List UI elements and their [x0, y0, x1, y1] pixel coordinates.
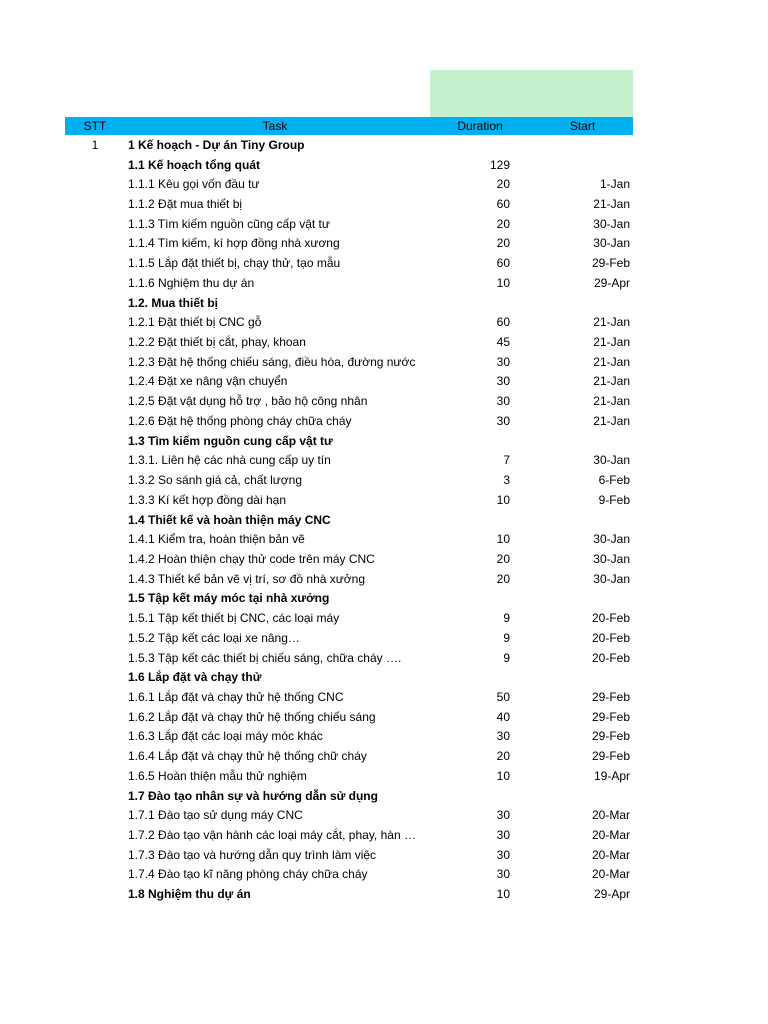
header-task[interactable]: Task — [262, 119, 288, 133]
task-cell[interactable]: 1.5 Tập kết máy móc tại nhà xưởng — [128, 591, 330, 606]
duration-cell[interactable]: 60 — [496, 256, 510, 271]
start-cell[interactable]: 30-Jan — [593, 532, 630, 547]
header-row — [65, 117, 633, 135]
start-cell[interactable]: 21-Jan — [593, 315, 630, 330]
start-cell[interactable]: 30-Jan — [593, 236, 630, 251]
task-cell[interactable]: 1.6.3 Lắp đặt các loại máy móc khác — [128, 729, 323, 744]
table-row — [65, 194, 633, 214]
table-row — [65, 648, 633, 668]
task-cell[interactable]: 1.2.1 Đặt thiết bị CNC gỗ — [128, 315, 262, 330]
duration-cell[interactable]: 30 — [496, 729, 510, 744]
task-cell[interactable]: 1.7.1 Đào tạo sử dụng máy CNC — [128, 808, 303, 823]
start-cell[interactable]: 21-Jan — [593, 413, 630, 428]
start-cell[interactable]: 6-Feb — [598, 473, 630, 488]
task-cell[interactable]: 1.3 Tìm kiếm nguồn cung cấp vật tư — [128, 433, 333, 448]
table-row — [65, 727, 633, 747]
task-cell[interactable]: 1.2.3 Đặt hệ thống chiếu sáng, điều hòa, đường nước — [128, 354, 416, 369]
duration-cell[interactable]: 30 — [496, 828, 510, 843]
task-cell[interactable]: 1.1.1 Kêu gọi vốn đầu tư — [128, 177, 260, 192]
table-row — [65, 411, 633, 431]
stt-cell[interactable]: 1 — [91, 137, 99, 152]
table-row — [65, 470, 633, 490]
duration-cell[interactable]: 60 — [496, 197, 510, 212]
task-cell[interactable]: 1.2.5 Đặt vật dụng hỗ trợ , bảo hộ công nhân — [128, 394, 368, 409]
table-row — [65, 667, 633, 687]
table-row — [65, 372, 633, 392]
start-cell[interactable]: 29-Feb — [591, 709, 630, 724]
header-start[interactable]: Start — [569, 119, 596, 133]
start-cell[interactable]: 20-Mar — [591, 847, 630, 862]
task-cell[interactable]: 1.2.6 Đặt hệ thống phòng cháy chữa cháy — [128, 413, 352, 428]
table-row — [65, 312, 633, 332]
task-cell[interactable]: 1.7 Đào tạo nhân sự và hướng dẫn sử dụng — [128, 788, 378, 803]
task-cell[interactable]: 1.5.3 Tập kết các thiết bị chiếu sáng, chữa cháy …. — [128, 650, 402, 665]
header-duration[interactable]: Duration — [457, 119, 503, 133]
highlight-cell-block — [430, 70, 633, 117]
duration-cell[interactable]: 129 — [489, 157, 510, 172]
task-cell[interactable]: 1.4.1 Kiểm tra, hoàn thiện bản vẽ — [128, 532, 305, 547]
table-row — [65, 549, 633, 569]
start-cell[interactable]: 30-Jan — [593, 551, 630, 566]
task-cell[interactable]: 1.7.2 Đào tạo vận hành các loại máy cắt, phay, hàn … — [128, 828, 416, 843]
task-cell[interactable]: 1.2. Mua thiết bị — [128, 295, 219, 310]
start-cell[interactable]: 20-Feb — [591, 630, 630, 645]
duration-cell[interactable]: 3 — [503, 473, 510, 488]
duration-cell[interactable]: 30 — [496, 374, 510, 389]
task-cell[interactable]: 1.6.2 Lắp đặt và chạy thử hệ thống chiếu sáng — [128, 709, 376, 724]
duration-cell[interactable]: 20 — [496, 551, 510, 566]
duration-cell[interactable]: 10 — [496, 887, 510, 902]
task-cell[interactable]: 1.7.3 Đào tạo và hướng dẫn quy trình làm việc — [128, 847, 377, 862]
task-rows — [65, 135, 633, 904]
task-cell[interactable]: 1.1.5 Lắp đặt thiết bị, chạy thử, tạo mẫu — [128, 256, 341, 271]
duration-cell[interactable]: 10 — [496, 492, 510, 507]
start-cell[interactable]: 20-Feb — [591, 611, 630, 626]
start-cell[interactable]: 21-Jan — [593, 374, 630, 389]
table-row — [65, 234, 633, 254]
duration-cell[interactable]: 30 — [496, 808, 510, 823]
duration-cell[interactable]: 30 — [496, 394, 510, 409]
task-cell[interactable]: 1.4.2 Hoàn thiện chạy thử code trên máy CNC — [128, 551, 375, 566]
table-row — [65, 214, 633, 234]
table-row — [65, 687, 633, 707]
task-cell[interactable]: 1.6 Lắp đặt và chạy thử — [128, 670, 262, 685]
start-cell[interactable]: 30-Jan — [593, 216, 630, 231]
duration-cell[interactable]: 20 — [496, 216, 510, 231]
table-row — [65, 805, 633, 825]
table-row — [65, 332, 633, 352]
task-cell[interactable]: 1.1 Kế hoạch tổng quát — [128, 157, 261, 172]
table-row — [65, 490, 633, 510]
start-cell[interactable]: 19-Apr — [593, 768, 630, 783]
start-cell[interactable]: 9-Feb — [598, 492, 630, 507]
table-row — [65, 766, 633, 786]
start-cell[interactable]: 21-Jan — [593, 335, 630, 350]
header-stt[interactable]: STT — [83, 119, 107, 133]
task-cell[interactable]: 1.8 Nghiệm thu dự án — [128, 887, 251, 902]
table-row — [65, 865, 633, 885]
task-cell[interactable]: 1.1.2 Đặt mua thiết bị — [128, 197, 243, 212]
duration-cell[interactable]: 20 — [496, 177, 510, 192]
duration-cell[interactable]: 45 — [496, 335, 510, 350]
task-cell[interactable]: 1 Kế hoạch - Dự án Tiny Group — [128, 137, 305, 152]
task-cell[interactable]: 1.6.4 Lắp đặt và chạy thử hệ thống chữ cháy — [128, 749, 367, 764]
task-cell[interactable]: 1.3.2 So sánh giá cả, chất lượng — [128, 473, 303, 488]
duration-cell[interactable]: 60 — [496, 315, 510, 330]
start-cell[interactable]: 30-Jan — [593, 453, 630, 468]
start-cell[interactable]: 30-Jan — [593, 571, 630, 586]
start-cell[interactable]: 21-Jan — [593, 394, 630, 409]
start-cell[interactable]: 20-Mar — [591, 808, 630, 823]
duration-cell[interactable]: 10 — [496, 768, 510, 783]
spreadsheet — [65, 117, 633, 904]
duration-cell[interactable]: 20 — [496, 236, 510, 251]
table-row — [65, 391, 633, 411]
start-cell[interactable]: 29-Feb — [591, 256, 630, 271]
task-cell[interactable]: 1.1.4 Tìm kiếm, kí hợp đồng nhà xương — [128, 236, 340, 251]
duration-cell[interactable]: 50 — [496, 689, 510, 704]
table-row — [65, 746, 633, 766]
task-cell[interactable]: 1.5.1 Tập kết thiết bị CNC, các loại máy — [128, 611, 340, 626]
task-cell[interactable]: 1.4.3 Thiết kế bản vẽ vị trí, sơ đồ nhà xưởng — [128, 571, 366, 586]
table-row — [65, 510, 633, 530]
table-row — [65, 628, 633, 648]
table-row — [65, 174, 633, 194]
duration-cell[interactable]: 30 — [496, 847, 510, 862]
start-cell[interactable]: 29-Feb — [591, 749, 630, 764]
duration-cell[interactable]: 40 — [496, 709, 510, 724]
table-row — [65, 884, 633, 904]
task-cell[interactable]: 1.6.5 Hoàn thiện mẫu thử nghiệm — [128, 768, 307, 783]
start-cell[interactable]: 29-Feb — [591, 689, 630, 704]
task-cell[interactable]: 1.1.6 Nghiệm thu dự án — [128, 275, 255, 290]
start-cell[interactable]: 21-Jan — [593, 197, 630, 212]
table-row — [65, 431, 633, 451]
table-row — [65, 845, 633, 865]
table-row — [65, 529, 633, 549]
start-cell[interactable]: 29-Feb — [591, 729, 630, 744]
table-row — [65, 352, 633, 372]
task-cell[interactable]: 1.1.3 Tìm kiếm nguồn cũng cấp vật tư — [128, 216, 330, 231]
start-cell[interactable]: 29-Apr — [593, 887, 630, 902]
table-row — [65, 155, 633, 175]
duration-cell[interactable]: 10 — [496, 532, 510, 547]
table-row — [65, 451, 633, 471]
table-row — [65, 707, 633, 727]
start-cell[interactable]: 20-Mar — [591, 828, 630, 843]
table-row — [65, 135, 633, 155]
table-row — [65, 589, 633, 609]
duration-cell[interactable]: 30 — [496, 867, 510, 882]
start-cell[interactable]: 1-Jan — [599, 177, 630, 192]
table-row — [65, 293, 633, 313]
start-cell[interactable]: 20-Mar — [591, 867, 630, 882]
duration-cell[interactable]: 9 — [503, 650, 510, 665]
table-row — [65, 786, 633, 806]
start-cell[interactable]: 29-Apr — [593, 275, 630, 290]
task-cell[interactable]: 1.3.3 Kí kết hợp đồng dài hạn — [128, 492, 286, 507]
table-row — [65, 825, 633, 845]
duration-cell[interactable]: 10 — [496, 275, 510, 290]
task-cell[interactable]: 1.5.2 Tập kết các loại xe nâng… — [128, 630, 300, 645]
table-row — [65, 273, 633, 293]
duration-cell[interactable]: 20 — [496, 749, 510, 764]
table-row — [65, 253, 633, 273]
task-cell[interactable]: 1.3.1. Liên hệ các nhà cung cấp uy tín — [128, 453, 331, 468]
duration-cell[interactable]: 9 — [503, 611, 510, 626]
task-cell[interactable]: 1.6.1 Lắp đặt và chạy thử hệ thống CNC — [128, 689, 344, 704]
duration-cell[interactable]: 9 — [503, 630, 510, 645]
task-cell[interactable]: 1.4 Thiết kế và hoàn thiện máy CNC — [128, 512, 331, 527]
table-row — [65, 608, 633, 628]
duration-cell[interactable]: 30 — [496, 354, 510, 369]
task-cell[interactable]: 1.2.2 Đặt thiết bị cắt, phay, khoan — [128, 335, 306, 350]
task-cell[interactable]: 1.7.4 Đào tạo kĩ năng phòng cháy chữa cháy — [128, 867, 368, 882]
task-cell[interactable]: 1.2.4 Đặt xe nâng vận chuyển — [128, 374, 288, 389]
table-row — [65, 569, 633, 589]
duration-cell[interactable]: 30 — [496, 413, 510, 428]
start-cell[interactable]: 21-Jan — [593, 354, 630, 369]
start-cell[interactable]: 20-Feb — [591, 650, 630, 665]
duration-cell[interactable]: 20 — [496, 571, 510, 586]
duration-cell[interactable]: 7 — [503, 453, 510, 468]
